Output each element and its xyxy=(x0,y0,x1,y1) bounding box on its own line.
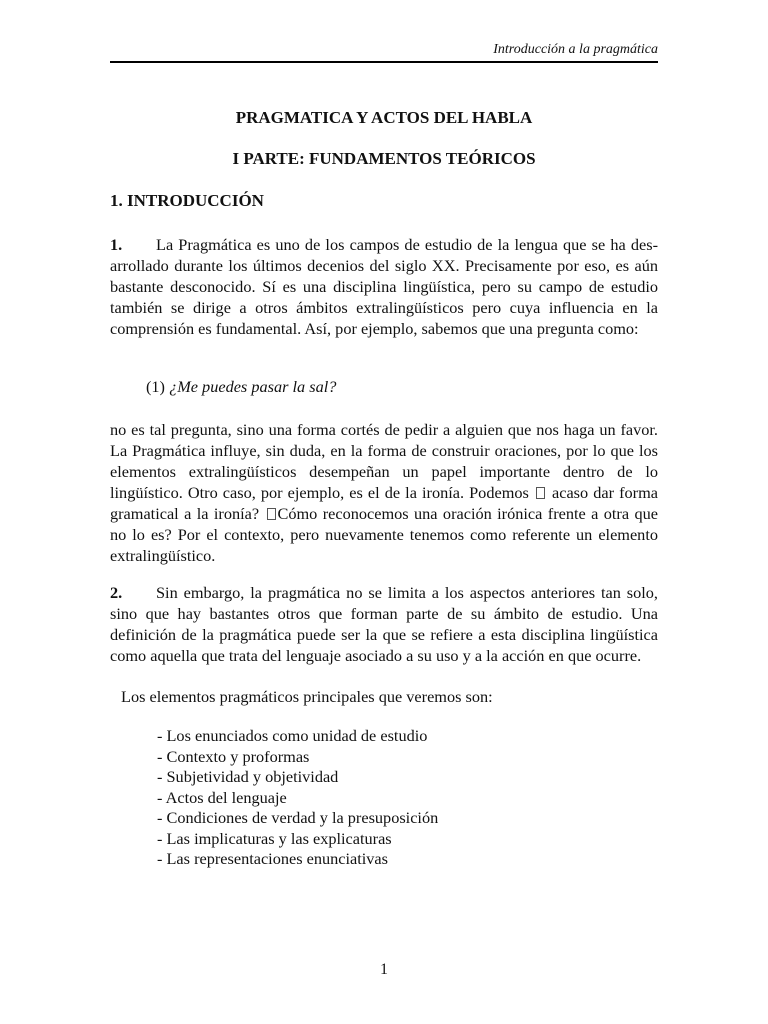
list-item: - Actos del lenguaje xyxy=(157,787,287,807)
missing-glyph-icon xyxy=(536,487,545,499)
paragraph-text: Cómo reconocemos una oración irónica frente a otra que no lo es? Por el contexto, pero nuevamente tenemos como referente un elemento extralingüístico. xyxy=(110,504,658,565)
topics-list xyxy=(157,726,438,870)
list-item: - Contexto y proformas xyxy=(157,746,310,766)
example-number: (1) xyxy=(146,377,165,396)
list-item: - Los enunciados como unidad de estudio xyxy=(157,726,428,745)
paragraph-number: 1. xyxy=(110,235,123,254)
paragraph-text: acaso dar forma gramatical a la ironía? xyxy=(110,483,658,523)
paragraph-text: Sin embargo, la pragmática no se limita a los aspectos anteriores tan solo, sino que hay bastantes otros que forman parte de su ámbito de estudio. Una definición de la pragmática puede ser la que se refiere a esta disciplina lingüística como aquella que trata del lenguaje asociado a su uso y a la acción en que ocurre. xyxy=(110,583,658,665)
document-title: PRAGMATICA Y ACTOS DEL HABLA xyxy=(235,108,533,127)
list-item: - Las representaciones enunciativas xyxy=(157,849,388,868)
paragraph-text: no es tal pregunta, sino una forma cortés de pedir a alguien que nos haga un favor. La Pragmática influye, sin duda, en la forma de construir oraciones, por lo que los elementos extralingüísticos desempeñan un papel importante dentro de lo lingüístico. Otro caso, por ejemplo, es el de la ironía. Podemos xyxy=(110,420,658,502)
list-item: - Condiciones de verdad y la presuposición xyxy=(157,808,439,827)
paragraph-text: La Pragmática es uno de los campos de estudio de la lengua que se ha des-arrollado durante los últimos decenios del siglo XX. Precisamente por eso, es aún bastante desconocido. Sí es una disciplina lingüística, pero su campo de estudio también se dirige a otros ámbitos extralingüísticos pero cuya influencia en la comprensión es fundamental. Así, por ejemplo, sabemos que una pregunta como: xyxy=(110,235,658,338)
paragraph-4: Los elementos pragmáticos principales que veremos son: xyxy=(121,687,493,706)
missing-glyph-icon xyxy=(267,508,276,520)
running-header: Introducción a la pragmática xyxy=(493,42,658,57)
example-sentence xyxy=(146,376,336,397)
list-item: - Las implicaturas y las explicaturas xyxy=(157,828,392,848)
list-item: - Subjetividad y objetividad xyxy=(157,767,339,786)
example-text: ¿Me puedes pasar la sal? xyxy=(169,377,337,396)
paragraph-3 xyxy=(110,582,658,666)
section-heading: 1. INTRODUCCIÓN xyxy=(110,191,264,210)
paragraph-1 xyxy=(110,234,658,339)
header-rule xyxy=(110,61,658,63)
paragraph-2 xyxy=(110,419,658,566)
part-title: I PARTE: FUNDAMENTOS TEÓRICOS xyxy=(232,149,536,168)
page-number: 1 xyxy=(380,961,388,978)
paragraph-number: 2. xyxy=(110,583,123,602)
